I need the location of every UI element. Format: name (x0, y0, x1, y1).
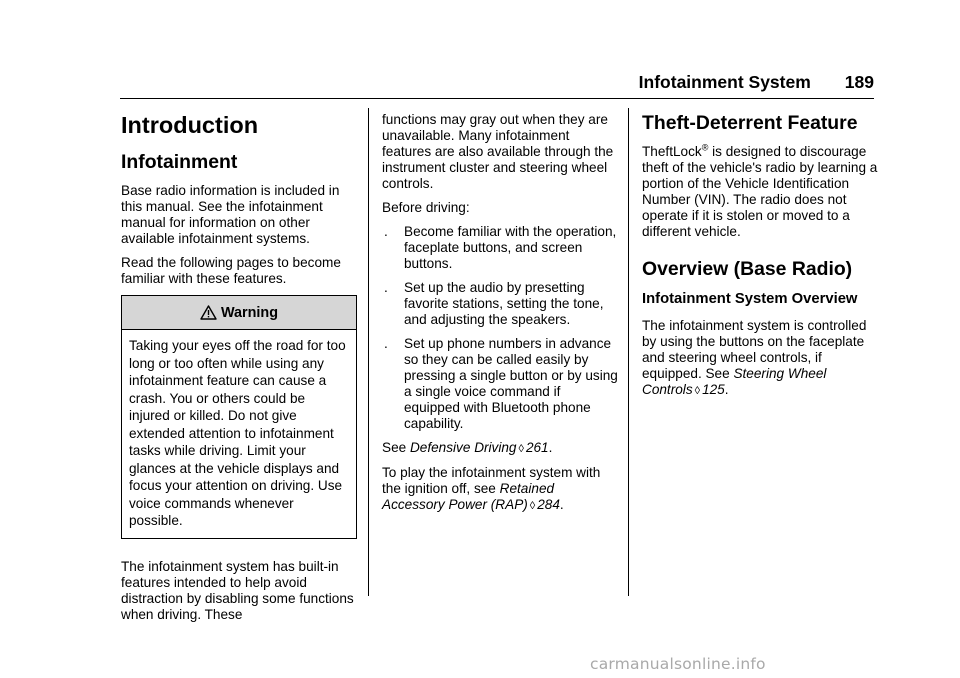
warning-triangle-icon (200, 305, 217, 320)
page-title: Introduction (121, 112, 259, 138)
column-1 (121, 112, 357, 631)
bullet-mark: . (384, 280, 388, 295)
steering-wheel-controls-link[interactable]: Steering Wheel Controls (642, 366, 827, 397)
steering-wheel-controls-page[interactable]: 125 (702, 382, 725, 397)
list-item-text: Set up phone numbers in advance so they can be called easily by pressing a single button or by using a single voice command if equipped with Bluetooth phone capability. (404, 336, 618, 431)
registered-mark: ® (701, 142, 709, 153)
see-defensive-driving: See Defensive Driving ◊ 261. (382, 440, 553, 455)
overview-paragraph: The infotainment system is controlled by using the buttons on the faceplate and steering wheel controls, if equipped. See Steering Wheel Controls ◊ 125. (642, 318, 867, 397)
warning-header (122, 296, 356, 330)
defensive-driving-page[interactable]: 261 (525, 440, 549, 455)
page-reference-icon: ◊ (518, 443, 524, 455)
list-item (382, 336, 618, 432)
list-item (382, 224, 618, 272)
built-in-features-paragraph: The infotainment system has built-in features intended to help avoid distraction by disabling some functions when driving. These (121, 558, 354, 622)
warning-text: Taking your eyes off the road for too long or too often while using any infotainment feature can cause a crash. You or others could be injured or killed. Do not give extended attention to infotainment tasks while driving. Limit your glances at the vehicle displays and focus your attention on driving. Use voice commands whenever possible. (129, 338, 346, 528)
list-item (382, 280, 618, 328)
retained-accessory-power-page[interactable]: 284 (537, 497, 560, 512)
bullet-mark: . (384, 224, 388, 239)
column-divider-2 (628, 108, 629, 596)
column-2 (382, 112, 618, 522)
overview-text: The infotainment system is controlled by using the buttons on the faceplate and steering wheel controls, if equipped. See (642, 318, 867, 381)
warning-box (121, 295, 357, 539)
page-reference-icon: ◊ (694, 385, 701, 397)
column-divider-1 (368, 108, 369, 596)
watermark-text: carmanualsonline.info (590, 655, 766, 673)
ignition-off-paragraph: To play the infotainment system with the ignition off, see Retained Accessory Power (RAP) ◊ 284. (382, 465, 601, 512)
page-reference-icon: ◊ (529, 500, 536, 512)
theftlock-text: is designed to discourage theft of the vehicle's radio by learning a portion of the Vehicle Identification Number (VIN). The radio does not operate if it is stolen or moved to a different vehicle. (642, 144, 878, 239)
ignition-off-text: To play the infotainment system with the ignition off, see (382, 465, 601, 496)
theftlock-paragraph (642, 144, 878, 240)
gray-out-paragraph: functions may gray out when they are unavailable. Many infotainment features are also available through the instrument cluster and steering wheel controls. (382, 112, 614, 191)
see-prefix: See (382, 440, 407, 455)
section-heading-theft-deterrent: Theft-Deterrent Feature (642, 112, 858, 134)
section-heading-infotainment: Infotainment (121, 151, 238, 173)
header-page-number: 189 (844, 72, 874, 92)
list-item-text: Become familiar with the operation, faceplate buttons, and screen buttons. (404, 224, 617, 271)
header-section-title: Infotainment System (638, 72, 811, 92)
intro-paragraph: Base radio information is included in this manual. See the infotainment manual for information on other available infotainment systems. (121, 183, 340, 246)
warning-label: Warning (220, 304, 279, 321)
header-rule (120, 98, 874, 99)
bullet-mark: . (384, 336, 388, 351)
before-driving-list (382, 224, 618, 432)
read-pages-paragraph: Read the following pages to become familiar with these features. (121, 255, 341, 286)
subheading-system-overview: Infotainment System Overview (642, 291, 858, 307)
column-3 (642, 112, 878, 407)
theftlock-brand: TheftLock (642, 144, 702, 159)
retained-accessory-power-link[interactable]: Retained Accessory Power (RAP) (382, 481, 555, 512)
list-item-text: Set up the audio by presetting favorite stations, setting the tone, and adjusting the speakers. (404, 280, 604, 327)
running-header (0, 72, 874, 93)
section-heading-overview: Overview (Base Radio) (642, 258, 853, 280)
before-driving-label: Before driving: (382, 200, 470, 215)
defensive-driving-link[interactable]: Defensive Driving (409, 440, 517, 455)
